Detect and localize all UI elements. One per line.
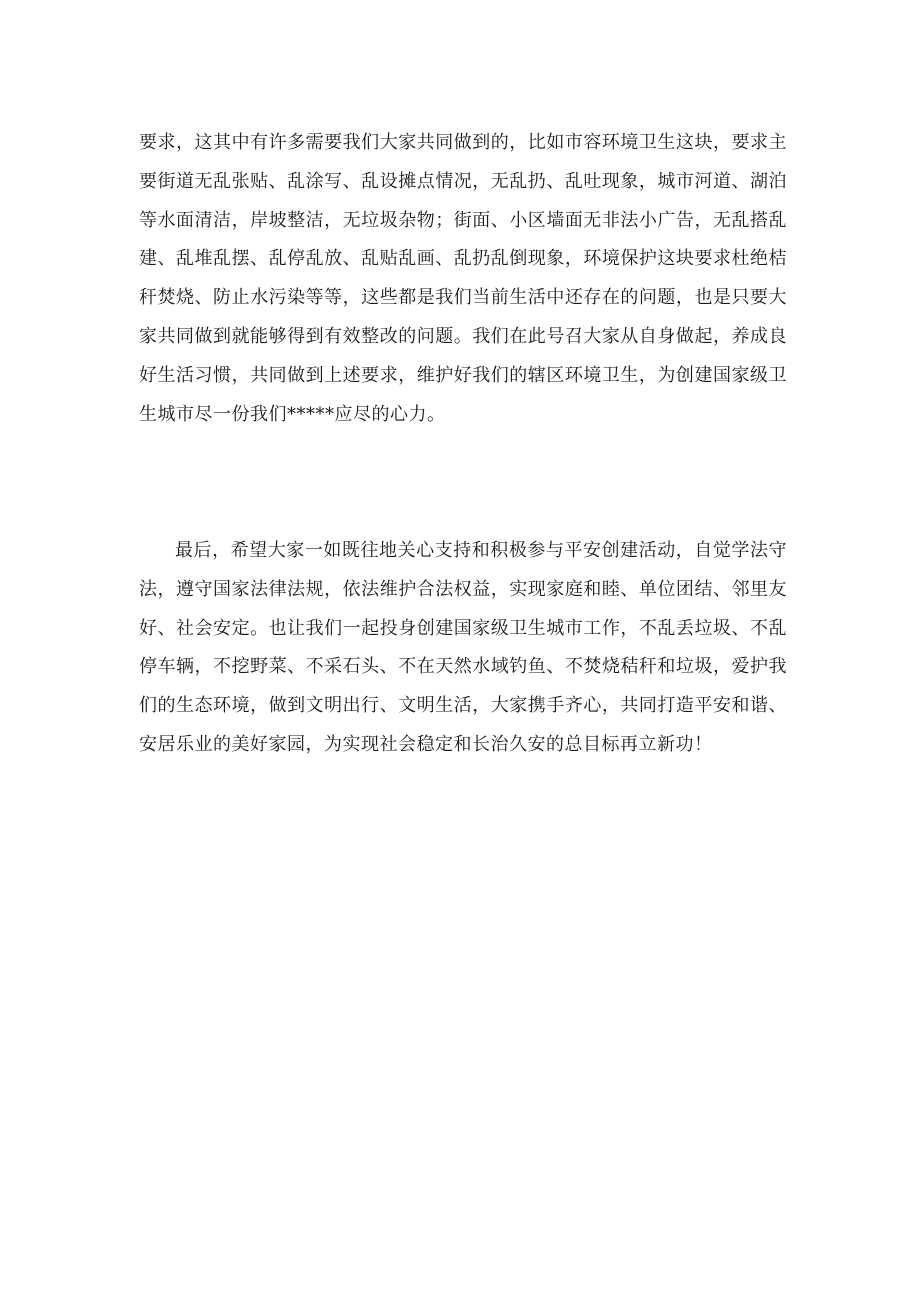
text-line: 等水面清洁，岸坡整洁，无垃圾杂物；街面、小区墙面无非法小广告，无乱搭乱 xyxy=(139,209,787,231)
text-line: 要街道无乱张贴、乱涂写、乱设摊点情况，无乱扔、乱吐现象，城市河道、湖泊 xyxy=(139,170,787,192)
text-line: 们的生态环境，做到文明出行、文明生活，大家携手齐心，共同打造平安和谐、 xyxy=(139,695,787,717)
text-line: 停车辆，不挖野菜、不采石头、不在天然水域钓鱼、不焚烧秸秆和垃圾，爱护我 xyxy=(139,656,787,678)
text-line: 秆焚烧、防止水污染等等，这些都是我们当前生活中还存在的问题，也是只要大 xyxy=(139,287,787,309)
text-line: 生城市尽一份我们*****应尽的心力。 xyxy=(139,403,446,425)
paragraph-closing-appeal xyxy=(139,532,787,765)
text-line: 建、乱堆乱摆、乱停乱放、乱贴乱画、乱扔乱倒现象，环境保护这块要求杜绝桔 xyxy=(139,248,787,270)
text-line: 法，遵守国家法律法规，依法维护合法权益，实现家庭和睦、单位团结、邻里友 xyxy=(139,578,787,600)
text-line: 要求，这其中有许多需要我们大家共同做到的，比如市容环境卫生这块，要求主 xyxy=(139,132,787,153)
text-line: 安居乐业的美好家园，为实现社会稳定和长治久安的总目标再立新功！ xyxy=(139,733,713,755)
text-line: 好、社会安定。也让我们一起投身创建国家级卫生城市工作，不乱丢垃圾、不乱 xyxy=(139,617,787,639)
text-line: 好生活习惯，共同做到上述要求，维护好我们的辖区环境卫生，为创建国家级卫 xyxy=(139,364,787,386)
text-line: 最后，希望大家一如既往地关心支持和积极参与平安创建活动，自觉学法守 xyxy=(175,540,787,561)
paragraph-environment-requirements xyxy=(139,124,787,434)
text-line: 家共同做到就能够得到有效整改的问题。我们在此号召大家从自身做起，养成良 xyxy=(139,325,787,347)
